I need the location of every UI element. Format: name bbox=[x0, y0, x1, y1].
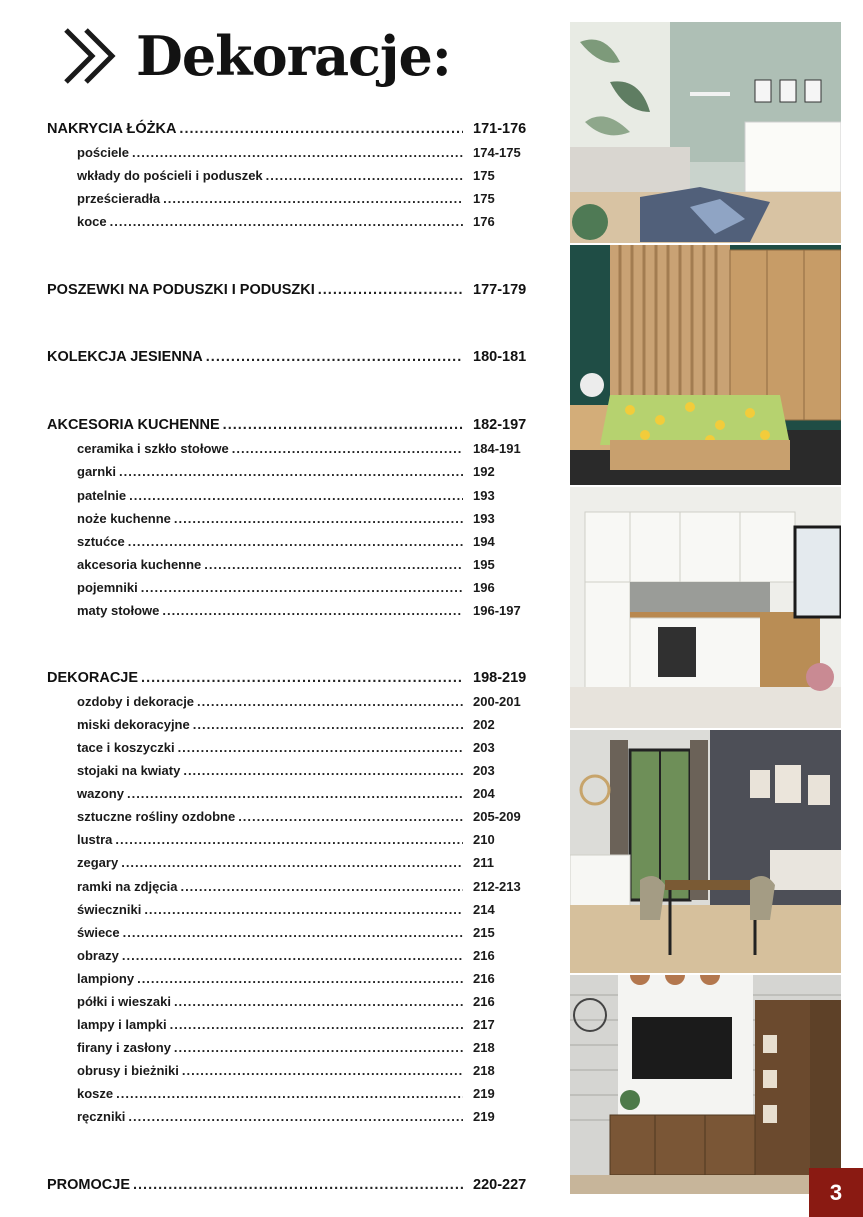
page-number-badge: 3 bbox=[809, 1168, 863, 1217]
toc-item[interactable] bbox=[77, 168, 547, 188]
leader-dots bbox=[180, 879, 463, 894]
toc-pages: 205-209 bbox=[473, 809, 521, 824]
toc-category-promo[interactable] bbox=[47, 1177, 547, 1197]
photo-dining-room bbox=[570, 730, 841, 973]
toc-pages: 192 bbox=[473, 464, 495, 479]
leader-dots bbox=[141, 670, 463, 686]
toc-pages: 184-191 bbox=[473, 441, 521, 456]
toc-pages: 182-197 bbox=[473, 417, 527, 433]
toc-label: lampy i lampki bbox=[77, 1017, 167, 1032]
leader-dots bbox=[119, 464, 463, 479]
leader-dots bbox=[123, 925, 463, 940]
toc-item[interactable] bbox=[77, 786, 547, 806]
toc-label: KOLEKCJA JESIENNA bbox=[47, 349, 203, 365]
toc-pages: 180-181 bbox=[473, 349, 527, 365]
toc-label: tace i koszyczki bbox=[77, 740, 175, 755]
toc-pages: 217 bbox=[473, 1017, 495, 1032]
toc-label: półki i wieszaki bbox=[77, 994, 171, 1009]
toc-label: DEKORACJE bbox=[47, 670, 139, 686]
toc-pages: 195 bbox=[473, 557, 495, 572]
toc-label: garnki bbox=[77, 464, 117, 479]
leader-dots bbox=[170, 1017, 463, 1032]
toc-pages: 212-213 bbox=[473, 879, 521, 894]
toc-pages: 177-179 bbox=[473, 282, 527, 298]
leader-dots bbox=[128, 534, 463, 549]
leader-dots bbox=[266, 168, 463, 183]
toc-label: kosze bbox=[77, 1086, 114, 1101]
toc-label: lampiony bbox=[77, 971, 135, 986]
toc-label: AKCESORIA KUCHENNE bbox=[47, 417, 220, 433]
leader-dots bbox=[197, 694, 463, 709]
toc-label: sztuczne rośliny ozdobne bbox=[77, 809, 236, 824]
toc-pages: 194 bbox=[473, 534, 495, 549]
photo-column bbox=[570, 22, 841, 1194]
photo-kitchen bbox=[570, 487, 841, 728]
toc-label: POSZEWKI NA PODUSZKI I PODUSZKI bbox=[47, 282, 315, 298]
toc-label: miski dekoracyjne bbox=[77, 717, 190, 732]
toc-label: akcesoria kuchenne bbox=[77, 557, 202, 572]
leader-dots bbox=[122, 948, 463, 963]
leader-dots bbox=[174, 994, 463, 1009]
leader-dots bbox=[163, 191, 463, 206]
leader-dots bbox=[133, 1177, 463, 1193]
toc-item[interactable] bbox=[77, 603, 547, 623]
toc-pages: 202 bbox=[473, 717, 495, 732]
toc-item[interactable] bbox=[77, 1040, 547, 1060]
toc-item[interactable] bbox=[77, 534, 547, 554]
toc-item[interactable] bbox=[77, 441, 547, 461]
toc-pages: 175 bbox=[473, 168, 495, 183]
photo-kids-room bbox=[570, 22, 841, 243]
toc-pages: 193 bbox=[473, 511, 495, 526]
toc-pages: 220-227 bbox=[473, 1177, 527, 1193]
toc-label: pojemniki bbox=[77, 580, 138, 595]
toc-pages: 210 bbox=[473, 832, 495, 847]
toc-label: PROMOCJE bbox=[47, 1177, 130, 1193]
toc-label: koce bbox=[77, 214, 107, 229]
toc-category-autumn[interactable] bbox=[47, 349, 547, 369]
toc-label: ozdoby i dekoracje bbox=[77, 694, 195, 709]
toc-pages: 196 bbox=[473, 580, 495, 595]
toc-item[interactable] bbox=[77, 1109, 547, 1129]
toc-label: obrazy bbox=[77, 948, 119, 963]
toc-item[interactable] bbox=[77, 214, 547, 234]
toc-pages: 216 bbox=[473, 948, 495, 963]
toc-item[interactable] bbox=[77, 1086, 547, 1106]
leader-dots bbox=[206, 349, 463, 365]
toc-item[interactable] bbox=[77, 511, 547, 531]
toc-pages: 218 bbox=[473, 1063, 495, 1078]
leader-dots bbox=[232, 441, 463, 456]
page-title: Dekoracje: bbox=[136, 24, 451, 88]
leader-dots bbox=[115, 832, 463, 847]
toc-item[interactable] bbox=[77, 488, 547, 508]
toc-item[interactable] bbox=[77, 948, 547, 968]
toc-item[interactable] bbox=[77, 879, 547, 899]
leader-dots bbox=[129, 488, 463, 503]
toc-label: NAKRYCIA ŁÓŻKA bbox=[47, 121, 177, 137]
toc-pages: 200-201 bbox=[473, 694, 521, 709]
toc-item[interactable] bbox=[77, 1063, 547, 1083]
toc-item[interactable] bbox=[77, 763, 547, 783]
toc-item[interactable] bbox=[77, 925, 547, 945]
toc-category-pillows[interactable] bbox=[47, 282, 547, 302]
toc-label: ręczniki bbox=[77, 1109, 126, 1124]
toc-item[interactable] bbox=[77, 580, 547, 600]
leader-dots bbox=[127, 786, 463, 801]
toc-label: wazony bbox=[77, 786, 124, 801]
toc-label: firany i zasłony bbox=[77, 1040, 171, 1055]
toc-label: pościele bbox=[77, 145, 130, 160]
leader-dots bbox=[141, 580, 463, 595]
toc-pages: 203 bbox=[473, 740, 495, 755]
toc-label: prześcieradła bbox=[77, 191, 161, 206]
toc-pages: 216 bbox=[473, 971, 495, 986]
toc-item[interactable] bbox=[77, 464, 547, 484]
toc-pages: 214 bbox=[473, 902, 495, 917]
toc-item[interactable] bbox=[77, 145, 547, 165]
leader-dots bbox=[128, 1109, 463, 1124]
leader-dots bbox=[121, 855, 463, 870]
toc-category-bedding[interactable] bbox=[47, 121, 547, 141]
leader-dots bbox=[137, 971, 463, 986]
leader-dots bbox=[174, 1040, 463, 1055]
leader-dots bbox=[162, 603, 463, 618]
toc-pages: 203 bbox=[473, 763, 495, 778]
toc-category-kitchen[interactable] bbox=[47, 417, 547, 437]
toc-item[interactable] bbox=[77, 971, 547, 991]
photo-bedroom bbox=[570, 245, 841, 485]
toc-item[interactable] bbox=[77, 557, 547, 577]
toc-label: patelnie bbox=[77, 488, 127, 503]
toc-pages: 176 bbox=[473, 214, 495, 229]
toc-pages: 216 bbox=[473, 994, 495, 1009]
toc-label: sztućce bbox=[77, 534, 125, 549]
leader-dots bbox=[204, 557, 463, 572]
toc-label: obrusy i bieżniki bbox=[77, 1063, 179, 1078]
toc-item[interactable] bbox=[77, 740, 547, 760]
toc-pages: 211 bbox=[473, 855, 494, 870]
toc-label: maty stołowe bbox=[77, 603, 160, 618]
toc-item[interactable] bbox=[77, 191, 547, 211]
leader-dots bbox=[183, 763, 463, 778]
leader-dots bbox=[238, 809, 463, 824]
toc-pages: 171-176 bbox=[473, 121, 527, 137]
toc-pages: 218 bbox=[473, 1040, 495, 1055]
toc-category-decor[interactable] bbox=[47, 670, 547, 690]
leader-dots bbox=[116, 1086, 463, 1101]
toc-pages: 193 bbox=[473, 488, 495, 503]
toc-label: świece bbox=[77, 925, 120, 940]
photo-living-room bbox=[570, 975, 841, 1194]
toc-label: zegary bbox=[77, 855, 119, 870]
toc-item[interactable] bbox=[77, 1017, 547, 1037]
toc-pages: 198-219 bbox=[473, 670, 527, 686]
leader-dots bbox=[223, 417, 463, 433]
toc-item[interactable] bbox=[77, 902, 547, 922]
toc-item[interactable] bbox=[77, 809, 547, 829]
toc-label: lustra bbox=[77, 832, 113, 847]
leader-dots bbox=[174, 511, 463, 526]
toc-pages: 219 bbox=[473, 1109, 495, 1124]
toc-pages: 204 bbox=[473, 786, 495, 801]
toc-label: ceramika i szkło stołowe bbox=[77, 441, 229, 456]
leader-dots bbox=[178, 740, 463, 755]
toc-item[interactable] bbox=[77, 717, 547, 737]
leader-dots bbox=[193, 717, 463, 732]
toc-item[interactable] bbox=[77, 994, 547, 1014]
leader-dots bbox=[318, 282, 463, 298]
toc-label: ramki na zdjęcia bbox=[77, 879, 178, 894]
leader-dots bbox=[110, 214, 463, 229]
toc-label: noże kuchenne bbox=[77, 511, 171, 526]
leader-dots bbox=[179, 121, 463, 137]
leader-dots bbox=[144, 902, 463, 917]
leader-dots bbox=[132, 145, 463, 160]
toc-item[interactable] bbox=[77, 694, 547, 714]
toc-pages: 215 bbox=[473, 925, 495, 940]
toc-label: wkłady do pościeli i poduszek bbox=[77, 168, 263, 183]
toc-label: stojaki na kwiaty bbox=[77, 763, 181, 778]
toc-label: świeczniki bbox=[77, 902, 142, 917]
toc-item[interactable] bbox=[77, 832, 547, 852]
toc-pages: 196-197 bbox=[473, 603, 521, 618]
toc-pages: 175 bbox=[473, 191, 495, 206]
toc-pages: 219 bbox=[473, 1086, 495, 1101]
toc-item[interactable] bbox=[77, 855, 547, 875]
toc-pages: 174-175 bbox=[473, 145, 521, 160]
leader-dots bbox=[182, 1063, 463, 1078]
